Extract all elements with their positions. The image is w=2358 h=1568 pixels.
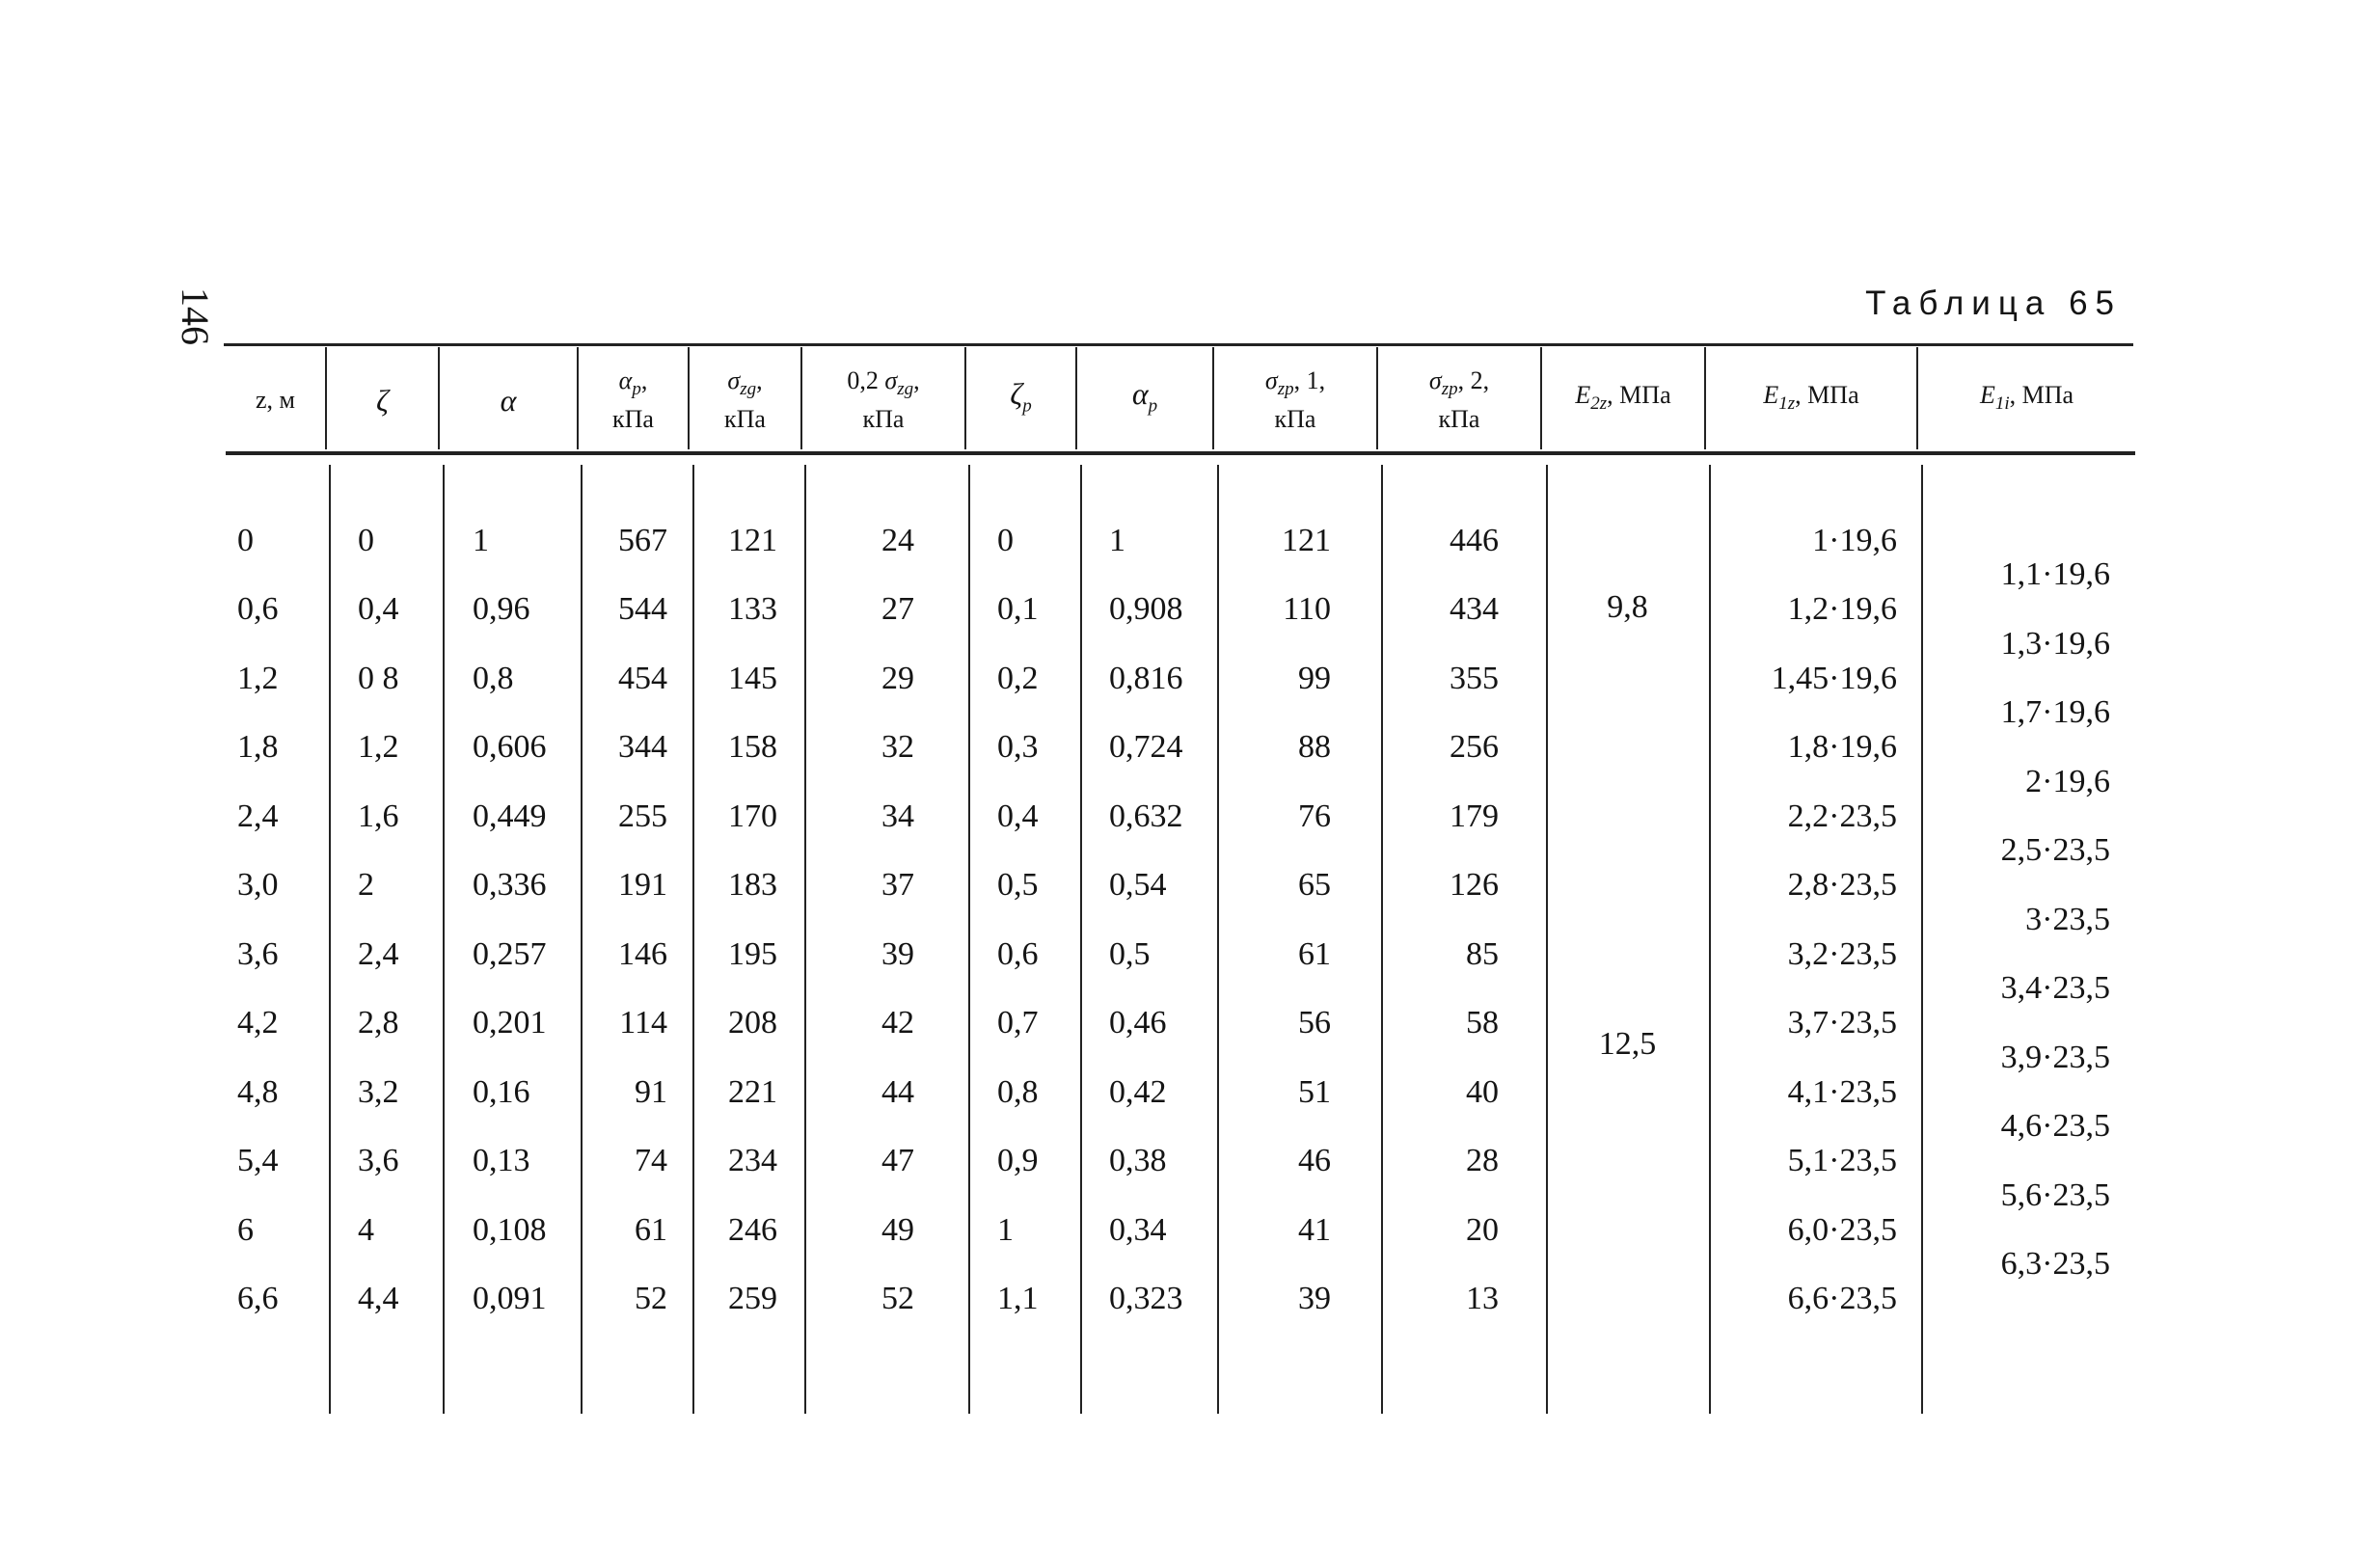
header-alpha (440, 347, 577, 453)
cell-e2z: 9,8 (1607, 589, 1648, 625)
header-e2z: $E_{2z}$, МПа (1575, 381, 1671, 415)
header-alpha-p: $\alpha_p$, кПа (612, 366, 654, 433)
cell-zeta: 1,6 (358, 798, 399, 834)
cell-e1z: 2,8·23,5 (1787, 867, 1897, 904)
cell-alpha-p-2: 0,38 (1109, 1143, 1167, 1179)
header-sigma-zg: $\sigma_{zg}$, кПа (724, 366, 766, 433)
header-sigma-zp-1-suffix: 1, (1306, 366, 1326, 395)
cell-e1i: 3,4·23,5 (2000, 970, 2110, 1006)
cell-sigma-zp-1: 56 (1298, 1005, 1331, 1041)
cell-sigma-02: 34 (881, 798, 914, 834)
cell-alpha-p-2: 0,816 (1109, 660, 1183, 696)
header-sigma-zp-1-unit: кПа (1274, 404, 1316, 433)
cell-sigma-zg: 195 (728, 935, 777, 972)
body-column-divider (443, 465, 445, 1414)
cell-zeta: 3,6 (358, 1143, 399, 1179)
cell-alpha-p: 544 (618, 591, 667, 628)
cell-zeta: 2,4 (358, 935, 399, 972)
header-sigma-zg-unit: кПа (724, 404, 766, 433)
header-alpha-p-2: $\alpha_p$ (1131, 376, 1158, 417)
cell-zeta-p: 0,8 (997, 1073, 1039, 1110)
cell-e1i: 1,3·19,6 (2000, 625, 2110, 662)
cell-e1z: 2,2·23,5 (1787, 798, 1897, 834)
cell-e1i: 1,1·19,6 (2000, 556, 2110, 592)
cell-zeta: 2,8 (358, 1005, 399, 1041)
cell-sigma-zp-1: 76 (1298, 798, 1331, 834)
cell-sigma-02: 29 (881, 660, 914, 696)
cell-alpha: 0,606 (473, 729, 547, 766)
cell-z: 4,2 (237, 1005, 279, 1041)
cell-alpha-p: 91 (635, 1073, 667, 1110)
header-z (226, 347, 325, 453)
cell-e1z: 6,6·23,5 (1787, 1280, 1897, 1316)
cell-z: 6 (237, 1211, 254, 1248)
cell-sigma-02: 52 (881, 1280, 914, 1316)
header-alpha-p-2-symbol: α (1131, 376, 1149, 412)
cell-sigma-02: 27 (881, 591, 914, 628)
cell-sigma-02: 44 (881, 1073, 914, 1110)
cell-e1i: 4,6·23,5 (2000, 1108, 2110, 1144)
cell-e1z: 1,8·19,6 (1787, 729, 1897, 766)
cell-sigma-zp-1: 41 (1298, 1211, 1331, 1248)
header-sigma-02-prefix: 0,2 (847, 366, 879, 395)
cell-alpha-p: 191 (618, 867, 667, 904)
cell-z: 2,4 (237, 798, 279, 834)
cell-sigma-zp-2: 256 (1450, 729, 1499, 766)
header-alpha-p-unit: кПа (612, 404, 654, 433)
cell-zeta-p: 0,6 (997, 935, 1039, 972)
cell-z: 3,6 (237, 935, 279, 972)
cell-sigma-zp-1: 121 (1282, 523, 1331, 558)
cell-sigma-02: 39 (881, 935, 914, 972)
cell-sigma-zp-2: 13 (1466, 1280, 1499, 1316)
cell-sigma-zg: 246 (728, 1211, 777, 1248)
cell-sigma-zp-1: 110 (1283, 591, 1331, 628)
body-column-divider (329, 465, 331, 1414)
header-zeta-symbol: ζ (376, 383, 389, 418)
header-e1z-unit: МПа (1807, 381, 1859, 410)
header-sigma-zp-1: $\sigma_{zp}$, 1, кПа (1264, 366, 1326, 433)
cell-sigma-zg: 121 (728, 523, 777, 558)
table-top-rule (224, 343, 2133, 346)
cell-zeta-p: 0,1 (997, 591, 1039, 628)
cell-sigma-zp-1: 61 (1298, 935, 1331, 972)
body-column-divider (1921, 465, 1923, 1414)
cell-alpha-p-2: 0,5 (1109, 935, 1151, 972)
cell-sigma-02: 37 (881, 867, 914, 904)
cell-zeta-p: 0,3 (997, 729, 1039, 766)
cell-e1z: 1·19,6 (1812, 523, 1897, 558)
header-sigma-zp-2: $\sigma_{zp}$, 2, кПа (1428, 366, 1490, 433)
cell-sigma-02: 47 (881, 1143, 914, 1179)
cell-alpha: 1 (473, 523, 489, 558)
header-e1i-unit: МПа (2021, 381, 2074, 410)
cell-z: 5,4 (237, 1143, 279, 1179)
cell-alpha-p: 567 (618, 523, 667, 558)
cell-z: 4,8 (237, 1073, 279, 1110)
cell-alpha-p: 146 (618, 935, 667, 972)
cell-e1i: 2,5·23,5 (2000, 832, 2110, 868)
cell-alpha: 0,108 (473, 1211, 547, 1248)
cell-alpha: 0,091 (473, 1280, 547, 1316)
cell-sigma-zp-1: 65 (1298, 867, 1331, 904)
cell-sigma-zp-2: 28 (1466, 1143, 1499, 1179)
cell-sigma-zg: 259 (728, 1280, 777, 1316)
cell-sigma-02: 24 (881, 523, 914, 558)
header-zeta (327, 347, 438, 453)
page-number: 146 (174, 287, 217, 345)
table-caption: Таблица 65 (1865, 284, 2122, 322)
body-column-divider (1080, 465, 1082, 1414)
cell-e1i: 3,9·23,5 (2000, 1039, 2110, 1075)
cell-sigma-zp-2: 179 (1450, 798, 1499, 834)
cell-e1z: 1,2·19,6 (1787, 591, 1897, 628)
header-e1i: $E_{1i}$, МПа (1979, 381, 2074, 415)
cell-sigma-02: 49 (881, 1211, 914, 1248)
cell-e1z: 1,45·19,6 (1771, 660, 1897, 696)
cell-e1i: 5,6·23,5 (2000, 1176, 2110, 1213)
cell-e1i: 2·19,6 (2025, 763, 2110, 799)
cell-sigma-zg: 170 (728, 798, 777, 834)
cell-zeta: 4 (358, 1211, 374, 1248)
cell-sigma-zp-2: 355 (1450, 660, 1499, 696)
cell-alpha-p-2: 0,34 (1109, 1211, 1167, 1248)
cell-alpha: 0,336 (473, 867, 547, 904)
body-column-divider (968, 465, 970, 1414)
cell-sigma-zp-2: 434 (1450, 591, 1499, 628)
cell-zeta-p: 0,7 (997, 1005, 1039, 1041)
cell-zeta-p: 0,4 (997, 798, 1039, 834)
cell-sigma-zp-2: 126 (1450, 867, 1499, 904)
cell-sigma-zg: 183 (728, 867, 777, 904)
cell-e1i: 6,3·23,5 (2000, 1246, 2110, 1282)
cell-sigma-zp-2: 58 (1466, 1005, 1499, 1041)
cell-zeta-p: 0 (997, 523, 1014, 558)
cell-sigma-02: 42 (881, 1005, 914, 1041)
cell-z: 3,0 (237, 867, 279, 904)
cell-alpha-p-2: 0,908 (1109, 591, 1183, 628)
cell-alpha-p-2: 0,42 (1109, 1073, 1167, 1110)
cell-sigma-zp-1: 51 (1298, 1073, 1331, 1110)
cell-e1z: 5,1·23,5 (1787, 1143, 1897, 1179)
cell-zeta: 2 (358, 867, 374, 904)
cell-alpha-p: 344 (618, 729, 667, 766)
cell-sigma-zp-2: 40 (1466, 1073, 1499, 1110)
cell-z: 6,6 (237, 1280, 279, 1316)
cell-e1i: 1,7·19,6 (2000, 694, 2110, 730)
header-zeta-p-symbol: ζ (1010, 376, 1023, 412)
cell-zeta-p: 0,9 (997, 1143, 1039, 1179)
header-sigma-zp-2-unit: кПа (1438, 404, 1480, 433)
cell-alpha-p: 114 (619, 1005, 667, 1041)
header-sigma-zp-2-suffix: 2, (1470, 366, 1490, 395)
cell-alpha-p: 74 (635, 1143, 667, 1179)
cell-e2z: 12,5 (1598, 1026, 1657, 1062)
cell-e1z: 3,2·23,5 (1787, 935, 1897, 972)
cell-alpha-p-2: 0,323 (1109, 1280, 1183, 1316)
cell-zeta: 3,2 (358, 1073, 399, 1110)
cell-alpha: 0,16 (473, 1073, 530, 1110)
cell-z: 1,2 (237, 660, 279, 696)
cell-sigma-zp-1: 88 (1298, 729, 1331, 766)
cell-zeta: 0,4 (358, 591, 399, 628)
header-alpha-symbol: α (500, 383, 517, 418)
header-sigma-02-unit: кПа (862, 404, 905, 433)
cell-zeta-p: 1,1 (997, 1280, 1039, 1316)
cell-z: 1,8 (237, 729, 279, 766)
cell-sigma-zg: 208 (728, 1005, 777, 1041)
cell-z: 0,6 (237, 591, 279, 628)
cell-alpha: 0,96 (473, 591, 530, 628)
cell-alpha: 0,8 (473, 660, 514, 696)
header-e2z-unit: МПа (1619, 381, 1671, 410)
cell-alpha-p-2: 0,54 (1109, 867, 1167, 904)
cell-z: 0 (237, 523, 254, 558)
cell-alpha-p: 52 (635, 1280, 667, 1316)
cell-alpha-p-2: 0,46 (1109, 1005, 1167, 1041)
cell-e1z: 4,1·23,5 (1787, 1073, 1897, 1110)
cell-sigma-zg: 158 (728, 729, 777, 766)
cell-alpha: 0,449 (473, 798, 547, 834)
cell-alpha-p: 61 (635, 1211, 667, 1248)
cell-sigma-zg: 221 (728, 1073, 777, 1110)
cell-zeta-p: 0,5 (997, 867, 1039, 904)
cell-zeta: 0 8 (358, 660, 399, 696)
cell-alpha: 0,257 (473, 935, 547, 972)
cell-zeta-p: 1 (997, 1211, 1014, 1248)
cell-alpha: 0,13 (473, 1143, 530, 1179)
cell-sigma-zp-1: 99 (1298, 660, 1331, 696)
cell-zeta: 1,2 (358, 729, 399, 766)
cell-sigma-zg: 145 (728, 660, 777, 696)
cell-zeta: 4,4 (358, 1280, 399, 1316)
cell-sigma-zg: 234 (728, 1143, 777, 1179)
cell-e1z: 3,7·23,5 (1787, 1005, 1897, 1041)
cell-sigma-zp-1: 39 (1298, 1280, 1331, 1316)
cell-alpha-p-2: 0,724 (1109, 729, 1183, 766)
cell-sigma-zp-2: 446 (1450, 523, 1499, 558)
cell-zeta-p: 0,2 (997, 660, 1039, 696)
body-column-divider (1709, 465, 1711, 1414)
body-column-divider (804, 465, 806, 1414)
header-z-label: z, м (256, 386, 295, 414)
header-sigma-02: 0,2 $\sigma_{zg}$, кПа (847, 366, 920, 433)
header-e1z: $E_{1z}$, МПа (1763, 381, 1859, 415)
cell-sigma-zp-2: 20 (1466, 1211, 1499, 1248)
cell-sigma-zp-1: 46 (1298, 1143, 1331, 1179)
cell-zeta: 0 (358, 523, 374, 558)
header-zeta-p: $\zeta_p$ (1010, 376, 1032, 417)
cell-alpha-p: 255 (618, 798, 667, 834)
cell-e1i: 3·23,5 (2025, 901, 2110, 937)
cell-alpha-p: 454 (618, 660, 667, 696)
cell-alpha: 0,201 (473, 1005, 547, 1041)
cell-alpha-p-2: 1 (1109, 523, 1125, 558)
cell-e1z: 6,0·23,5 (1787, 1211, 1897, 1248)
cell-sigma-zg: 133 (728, 591, 777, 628)
cell-sigma-zp-2: 85 (1466, 935, 1499, 972)
cell-sigma-02: 32 (881, 729, 914, 766)
cell-alpha-p-2: 0,632 (1109, 798, 1183, 834)
